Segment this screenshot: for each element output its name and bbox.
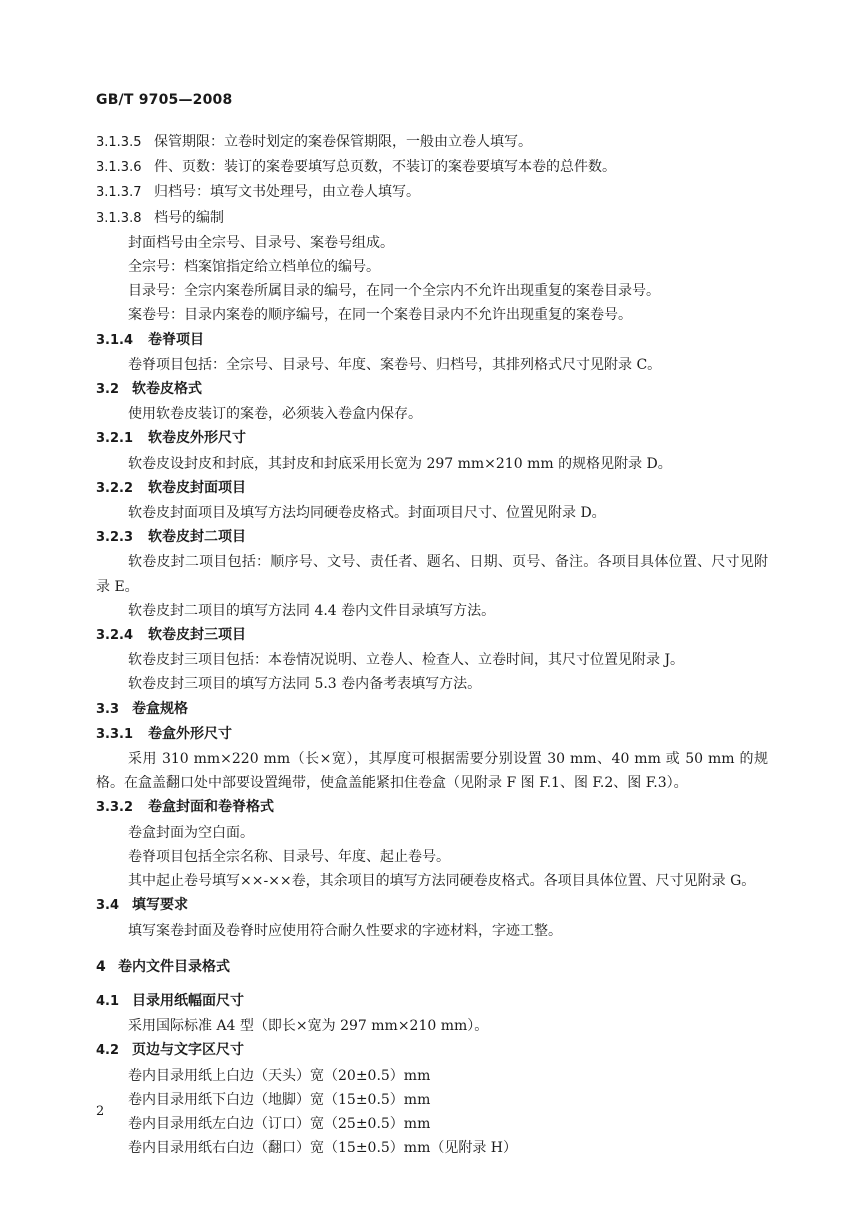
paragraph: 采用国际标准 A4 型（即长×宽为 297 mm×210 mm）。 bbox=[128, 1018, 489, 1035]
page-number: 2 bbox=[96, 1104, 105, 1119]
heading-number: 3.2.4 bbox=[96, 628, 134, 644]
clause-number: 3.1.3.5 bbox=[96, 135, 142, 150]
heading-3-2-3 bbox=[96, 525, 768, 550]
clause-text: 档号的编制 bbox=[154, 209, 224, 226]
paragraph: 案卷号：目录内案卷的顺序编号，在同一个案卷目录内不允许出现重复的案卷号。 bbox=[128, 307, 632, 324]
heading-number: 3.2.2 bbox=[96, 480, 134, 496]
heading-title: 卷盒外形尺寸 bbox=[148, 725, 232, 742]
chapter-heading-4 bbox=[96, 955, 768, 979]
heading-number: 3.2.1 bbox=[96, 431, 134, 447]
clause-text: 归档号：填写文书处理号，由立卷人填写。 bbox=[154, 184, 420, 201]
heading-number: 3.1.4 bbox=[96, 332, 134, 348]
heading-title: 卷脊项目 bbox=[148, 331, 204, 348]
heading-3-2-1 bbox=[96, 426, 768, 451]
paragraph: 卷内目录用纸右白边（翻口）宽（15±0.5）mm（见附录 H） bbox=[128, 1140, 518, 1157]
paragraph: 卷盒封面为空白面。 bbox=[128, 824, 254, 841]
heading-title: 目录用纸幅面尺寸 bbox=[132, 992, 244, 1009]
heading-number: 3.2.3 bbox=[96, 530, 134, 546]
heading-title: 填写要求 bbox=[132, 897, 188, 914]
heading-3-2 bbox=[96, 377, 768, 402]
heading-number: 4.2 bbox=[96, 1043, 120, 1059]
paragraph: 其中起止卷号填写××-××卷，其余项目的填写方法同硬卷皮格式。各项目具体位置、尺寸见附录 G。 bbox=[128, 873, 756, 890]
heading-3-3 bbox=[96, 697, 768, 722]
standard-code-header: GB/T 9705—2008 bbox=[96, 92, 233, 108]
clause-number: 3.1.3.8 bbox=[96, 210, 142, 226]
heading-number: 3.4 bbox=[96, 898, 120, 914]
paragraph: 使用软卷皮装订的案卷，必须装入卷盒内保存。 bbox=[128, 406, 422, 423]
paragraph: 卷内目录用纸下白边（地脚）宽（15±0.5）mm bbox=[128, 1091, 431, 1108]
clause-3-1-3-5 bbox=[96, 130, 768, 155]
heading-4-2 bbox=[96, 1038, 768, 1063]
heading-title: 页边与文字区尺寸 bbox=[132, 1042, 244, 1059]
clause-3-1-3-6 bbox=[96, 155, 768, 180]
heading-title: 卷盒规格 bbox=[132, 700, 188, 717]
clause-text: 件、页数：装订的案卷要填写总页数，不装订的案卷要填写本卷的总件数。 bbox=[154, 159, 616, 176]
paragraph: 目录号：全宗内案卷所属目录的编号，在同一个全宗内不允许出现重复的案卷目录号。 bbox=[128, 283, 660, 300]
paragraph: 卷内目录用纸上白边（天头）宽（20±0.5）mm bbox=[128, 1067, 431, 1084]
heading-title: 软卷皮外形尺寸 bbox=[148, 430, 246, 447]
paragraph: 软卷皮封二项目的填写方法同 4.4 卷内文件目录填写方法。 bbox=[128, 602, 496, 619]
document-body bbox=[96, 130, 768, 1160]
heading-number: 4.1 bbox=[96, 993, 120, 1009]
heading-title: 软卷皮封面项目 bbox=[148, 479, 246, 496]
heading-3-3-2 bbox=[96, 795, 768, 820]
paragraph: 软卷皮设封皮和封底，其封皮和封底采用长宽为 297 mm×210 mm 的规格见附录 D。 bbox=[128, 455, 672, 472]
heading-3-2-2 bbox=[96, 476, 768, 501]
heading-3-2-4 bbox=[96, 623, 768, 648]
paragraph: 卷内目录用纸左白边（订口）宽（25±0.5）mm bbox=[128, 1115, 431, 1132]
heading-number: 3.3.1 bbox=[96, 726, 134, 742]
heading-4-1 bbox=[96, 989, 768, 1014]
clause-3-1-3-8 bbox=[96, 206, 768, 231]
clause-text: 保管期限：立卷时划定的案卷保管期限，一般由立卷人填写。 bbox=[154, 134, 532, 150]
clause-number: 3.1.3.6 bbox=[96, 160, 142, 176]
paragraph: 全宗号：档案馆指定给立档单位的编号。 bbox=[128, 259, 380, 276]
heading-3-4 bbox=[96, 893, 768, 918]
paragraph: 软卷皮封三项目包括：本卷情况说明、立卷人、检查人、立卷时间，其尺寸位置见附录 J。 bbox=[128, 652, 685, 669]
chapter-title: 卷内文件目录格式 bbox=[118, 958, 230, 975]
heading-title: 软卷皮格式 bbox=[132, 381, 202, 398]
heading-number: 3.3 bbox=[96, 701, 120, 717]
heading-title: 软卷皮封三项目 bbox=[148, 627, 246, 644]
paragraph: 软卷皮封面项目及填写方法均同硬卷皮格式。封面项目尺寸、位置见附录 D。 bbox=[128, 505, 606, 522]
heading-3-1-4 bbox=[96, 328, 768, 353]
paragraph: 软卷皮封二项目包括：顺序号、文号、责任者、题名、日期、页号、备注。各项目具体位置、尺寸见附录 E。 bbox=[96, 554, 768, 595]
paragraph: 采用 310 mm×220 mm（长×宽），其厚度可根据需要分别设置 30 mm、40 mm 或 50 mm 的规格。在盒盖翻口处中部要设置绳带，使盒盖能紧扣住卷盒（见附录 F 图 F.1、图 F.2、图 F.3）。 bbox=[96, 751, 768, 792]
heading-number: 3.2 bbox=[96, 382, 120, 398]
clause-number: 3.1.3.7 bbox=[96, 185, 142, 201]
heading-title: 软卷皮封二项目 bbox=[148, 529, 246, 546]
paragraph: 卷脊项目包括：全宗号、目录号、年度、案卷号、归档号，其排列格式尺寸见附录 C。 bbox=[128, 356, 662, 373]
paragraph: 软卷皮封三项目的填写方法同 5.3 卷内备考表填写方法。 bbox=[128, 676, 482, 693]
paragraph: 填写案卷封面及卷脊时应使用符合耐久性要求的字迹材料，字迹工整。 bbox=[128, 922, 562, 939]
heading-3-3-1 bbox=[96, 722, 768, 747]
heading-title: 卷盒封面和卷脊格式 bbox=[148, 799, 274, 816]
heading-number: 3.3.2 bbox=[96, 800, 134, 816]
clause-3-1-3-7 bbox=[96, 180, 768, 205]
paragraph: 封面档号由全宗号、目录号、案卷号组成。 bbox=[128, 234, 394, 251]
chapter-number: 4 bbox=[96, 958, 106, 975]
paragraph: 卷脊项目包括全宗名称、目录号、年度、起止卷号。 bbox=[128, 848, 450, 865]
